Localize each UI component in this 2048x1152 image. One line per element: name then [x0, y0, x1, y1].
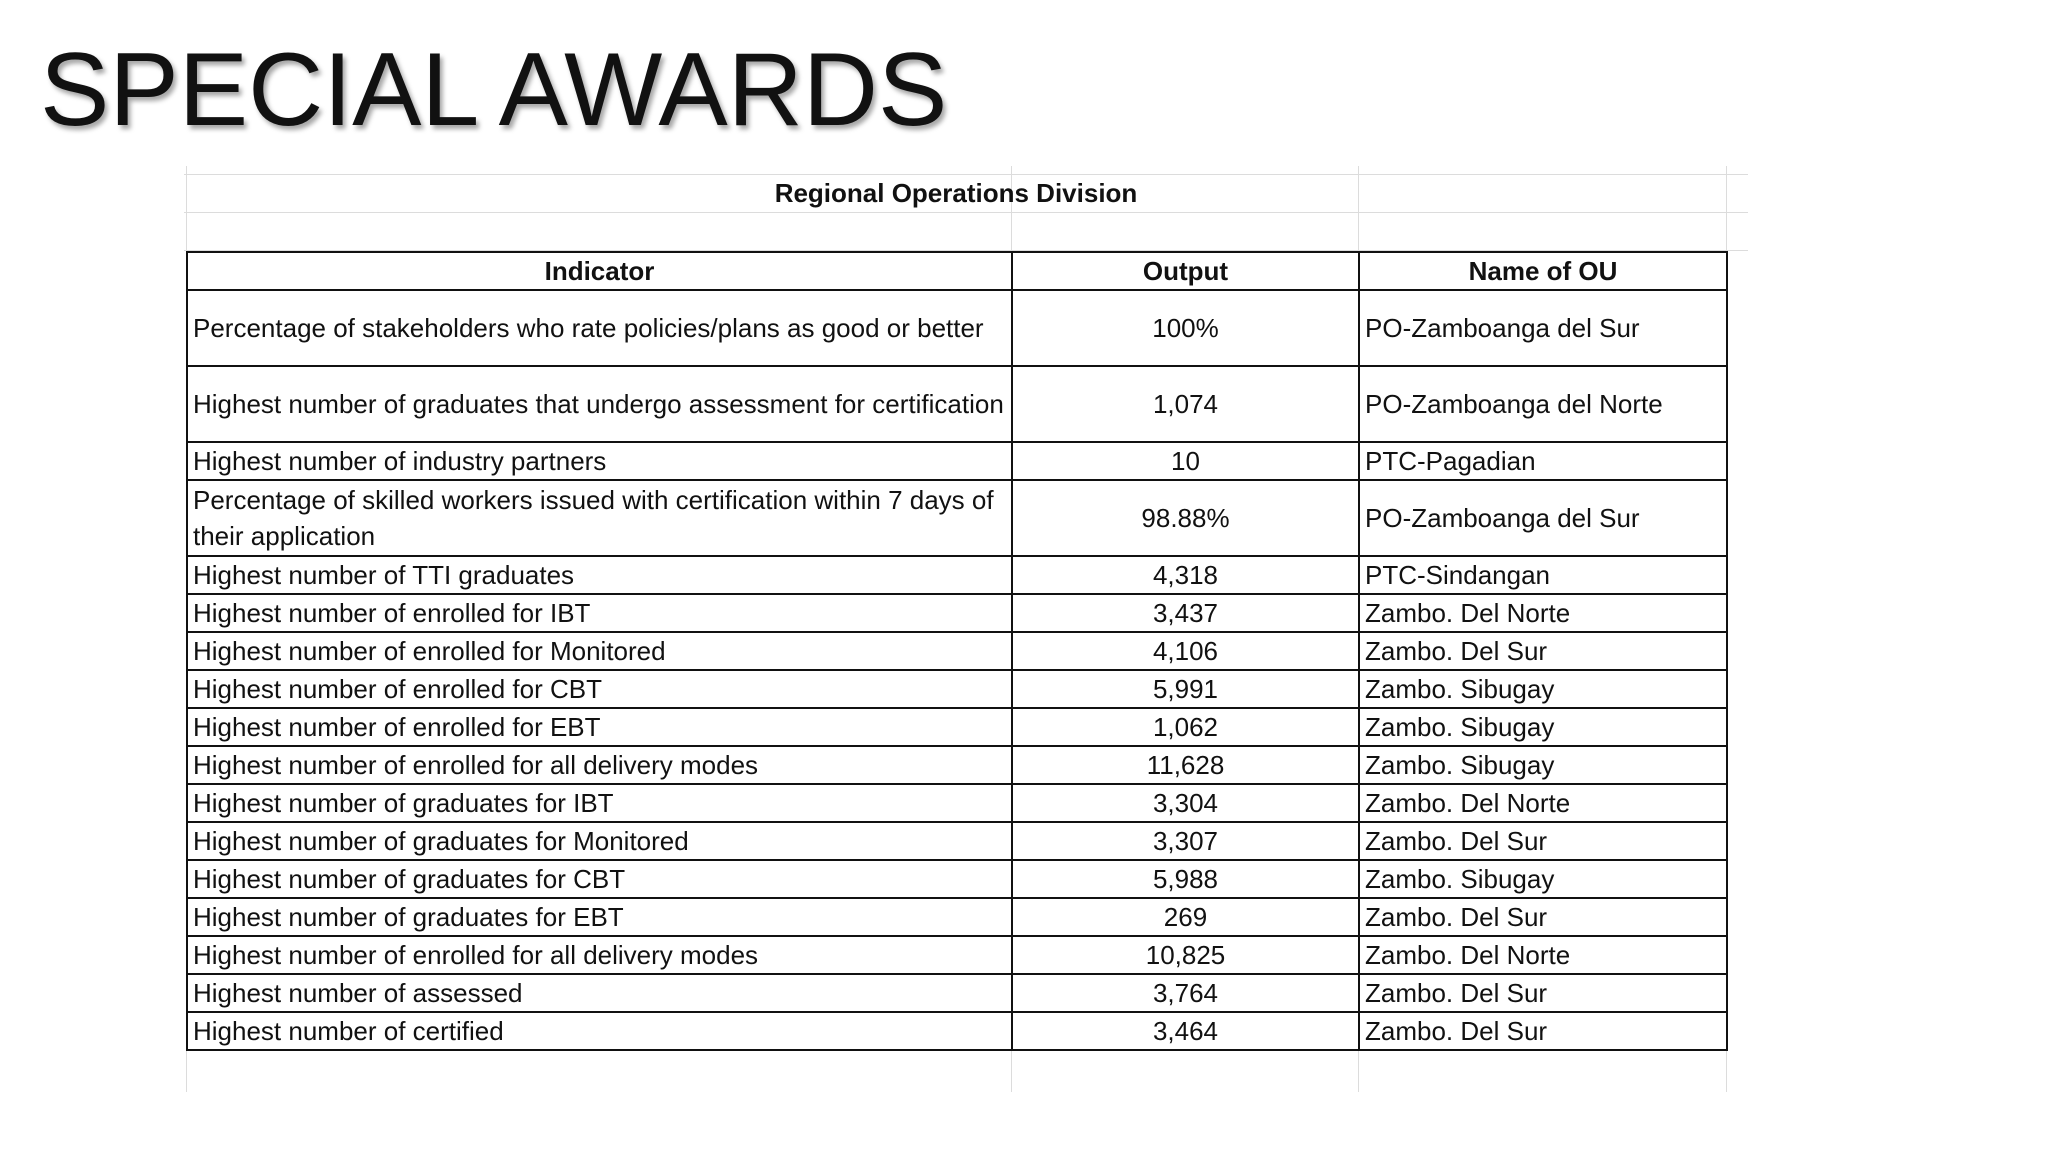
table-row: [187, 290, 1727, 366]
header-indicator: Indicator: [187, 252, 1012, 290]
output-cell: 5,991: [1012, 670, 1359, 708]
header-ou: Name of OU: [1359, 252, 1727, 290]
ou-cell: Zambo. Sibugay: [1359, 670, 1727, 708]
indicator-cell: Highest number of graduates that undergo assessment for certification: [187, 366, 1012, 442]
ou-cell: PO-Zamboanga del Sur: [1359, 480, 1727, 556]
table-row: [187, 366, 1727, 442]
table-row: [187, 936, 1727, 974]
output-cell: 3,764: [1012, 974, 1359, 1012]
ou-cell: Zambo. Del Norte: [1359, 594, 1727, 632]
ou-cell: Zambo. Del Sur: [1359, 898, 1727, 936]
table-row: [187, 556, 1727, 594]
ou-cell: PO-Zamboanga del Sur: [1359, 290, 1727, 366]
output-cell: 3,307: [1012, 822, 1359, 860]
output-cell: 5,988: [1012, 860, 1359, 898]
output-cell: 10,825: [1012, 936, 1359, 974]
ou-cell: PTC-Sindangan: [1359, 556, 1727, 594]
table-row: [187, 442, 1727, 480]
ou-cell: Zambo. Del Sur: [1359, 974, 1727, 1012]
indicator-cell: Highest number of graduates for IBT: [187, 784, 1012, 822]
ou-cell: Zambo. Sibugay: [1359, 708, 1727, 746]
table-row: [187, 708, 1727, 746]
table-row: [187, 974, 1727, 1012]
output-cell: 4,318: [1012, 556, 1359, 594]
table-row: [187, 822, 1727, 860]
indicator-cell: Highest number of enrolled for all delivery modes: [187, 746, 1012, 784]
table-header-row: [187, 252, 1727, 290]
indicator-cell: Highest number of certified: [187, 1012, 1012, 1050]
table-row: [187, 632, 1727, 670]
header-output: Output: [1012, 252, 1359, 290]
indicator-cell: Highest number of industry partners: [187, 442, 1012, 480]
ou-cell: PTC-Pagadian: [1359, 442, 1727, 480]
indicator-cell: Percentage of skilled workers issued with certification within 7 days of their application: [187, 480, 1012, 556]
indicator-cell: Highest number of graduates for EBT: [187, 898, 1012, 936]
output-cell: 3,464: [1012, 1012, 1359, 1050]
spreadsheet-area: [184, 166, 1748, 1092]
indicator-cell: Highest number of enrolled for Monitored: [187, 632, 1012, 670]
indicator-cell: Highest number of enrolled for IBT: [187, 594, 1012, 632]
output-cell: 10: [1012, 442, 1359, 480]
indicator-cell: Highest number of graduates for CBT: [187, 860, 1012, 898]
table-row: [187, 860, 1727, 898]
indicator-cell: Highest number of assessed: [187, 974, 1012, 1012]
output-cell: 1,074: [1012, 366, 1359, 442]
indicator-cell: Highest number of graduates for Monitored: [187, 822, 1012, 860]
indicator-cell: Highest number of TTI graduates: [187, 556, 1012, 594]
indicator-cell: Highest number of enrolled for CBT: [187, 670, 1012, 708]
ou-cell: Zambo. Sibugay: [1359, 860, 1727, 898]
output-cell: 4,106: [1012, 632, 1359, 670]
gridline: [184, 212, 1748, 213]
output-cell: 3,437: [1012, 594, 1359, 632]
table-row: [187, 898, 1727, 936]
ou-cell: Zambo. Sibugay: [1359, 746, 1727, 784]
output-cell: 3,304: [1012, 784, 1359, 822]
ou-cell: Zambo. Del Norte: [1359, 936, 1727, 974]
ou-cell: Zambo. Del Sur: [1359, 632, 1727, 670]
ou-cell: PO-Zamboanga del Norte: [1359, 366, 1727, 442]
table-row: [187, 784, 1727, 822]
ou-cell: Zambo. Del Norte: [1359, 784, 1727, 822]
ou-cell: Zambo. Del Sur: [1359, 822, 1727, 860]
ou-cell: Zambo. Del Sur: [1359, 1012, 1727, 1050]
output-cell: 100%: [1012, 290, 1359, 366]
output-cell: 269: [1012, 898, 1359, 936]
awards-table: [186, 251, 1728, 1051]
output-cell: 1,062: [1012, 708, 1359, 746]
table-row: [187, 1012, 1727, 1050]
indicator-cell: Highest number of enrolled for all delivery modes: [187, 936, 1012, 974]
table-row: [187, 746, 1727, 784]
table-caption: Regional Operations Division: [774, 178, 1138, 208]
output-cell: 98.88%: [1012, 480, 1359, 556]
indicator-cell: Highest number of enrolled for EBT: [187, 708, 1012, 746]
slide-title: SPECIAL AWARDS: [40, 32, 948, 148]
indicator-cell: Percentage of stakeholders who rate policies/plans as good or better: [187, 290, 1012, 366]
table-row: [187, 480, 1727, 556]
table-row: [187, 670, 1727, 708]
output-cell: 11,628: [1012, 746, 1359, 784]
table-row: [187, 594, 1727, 632]
